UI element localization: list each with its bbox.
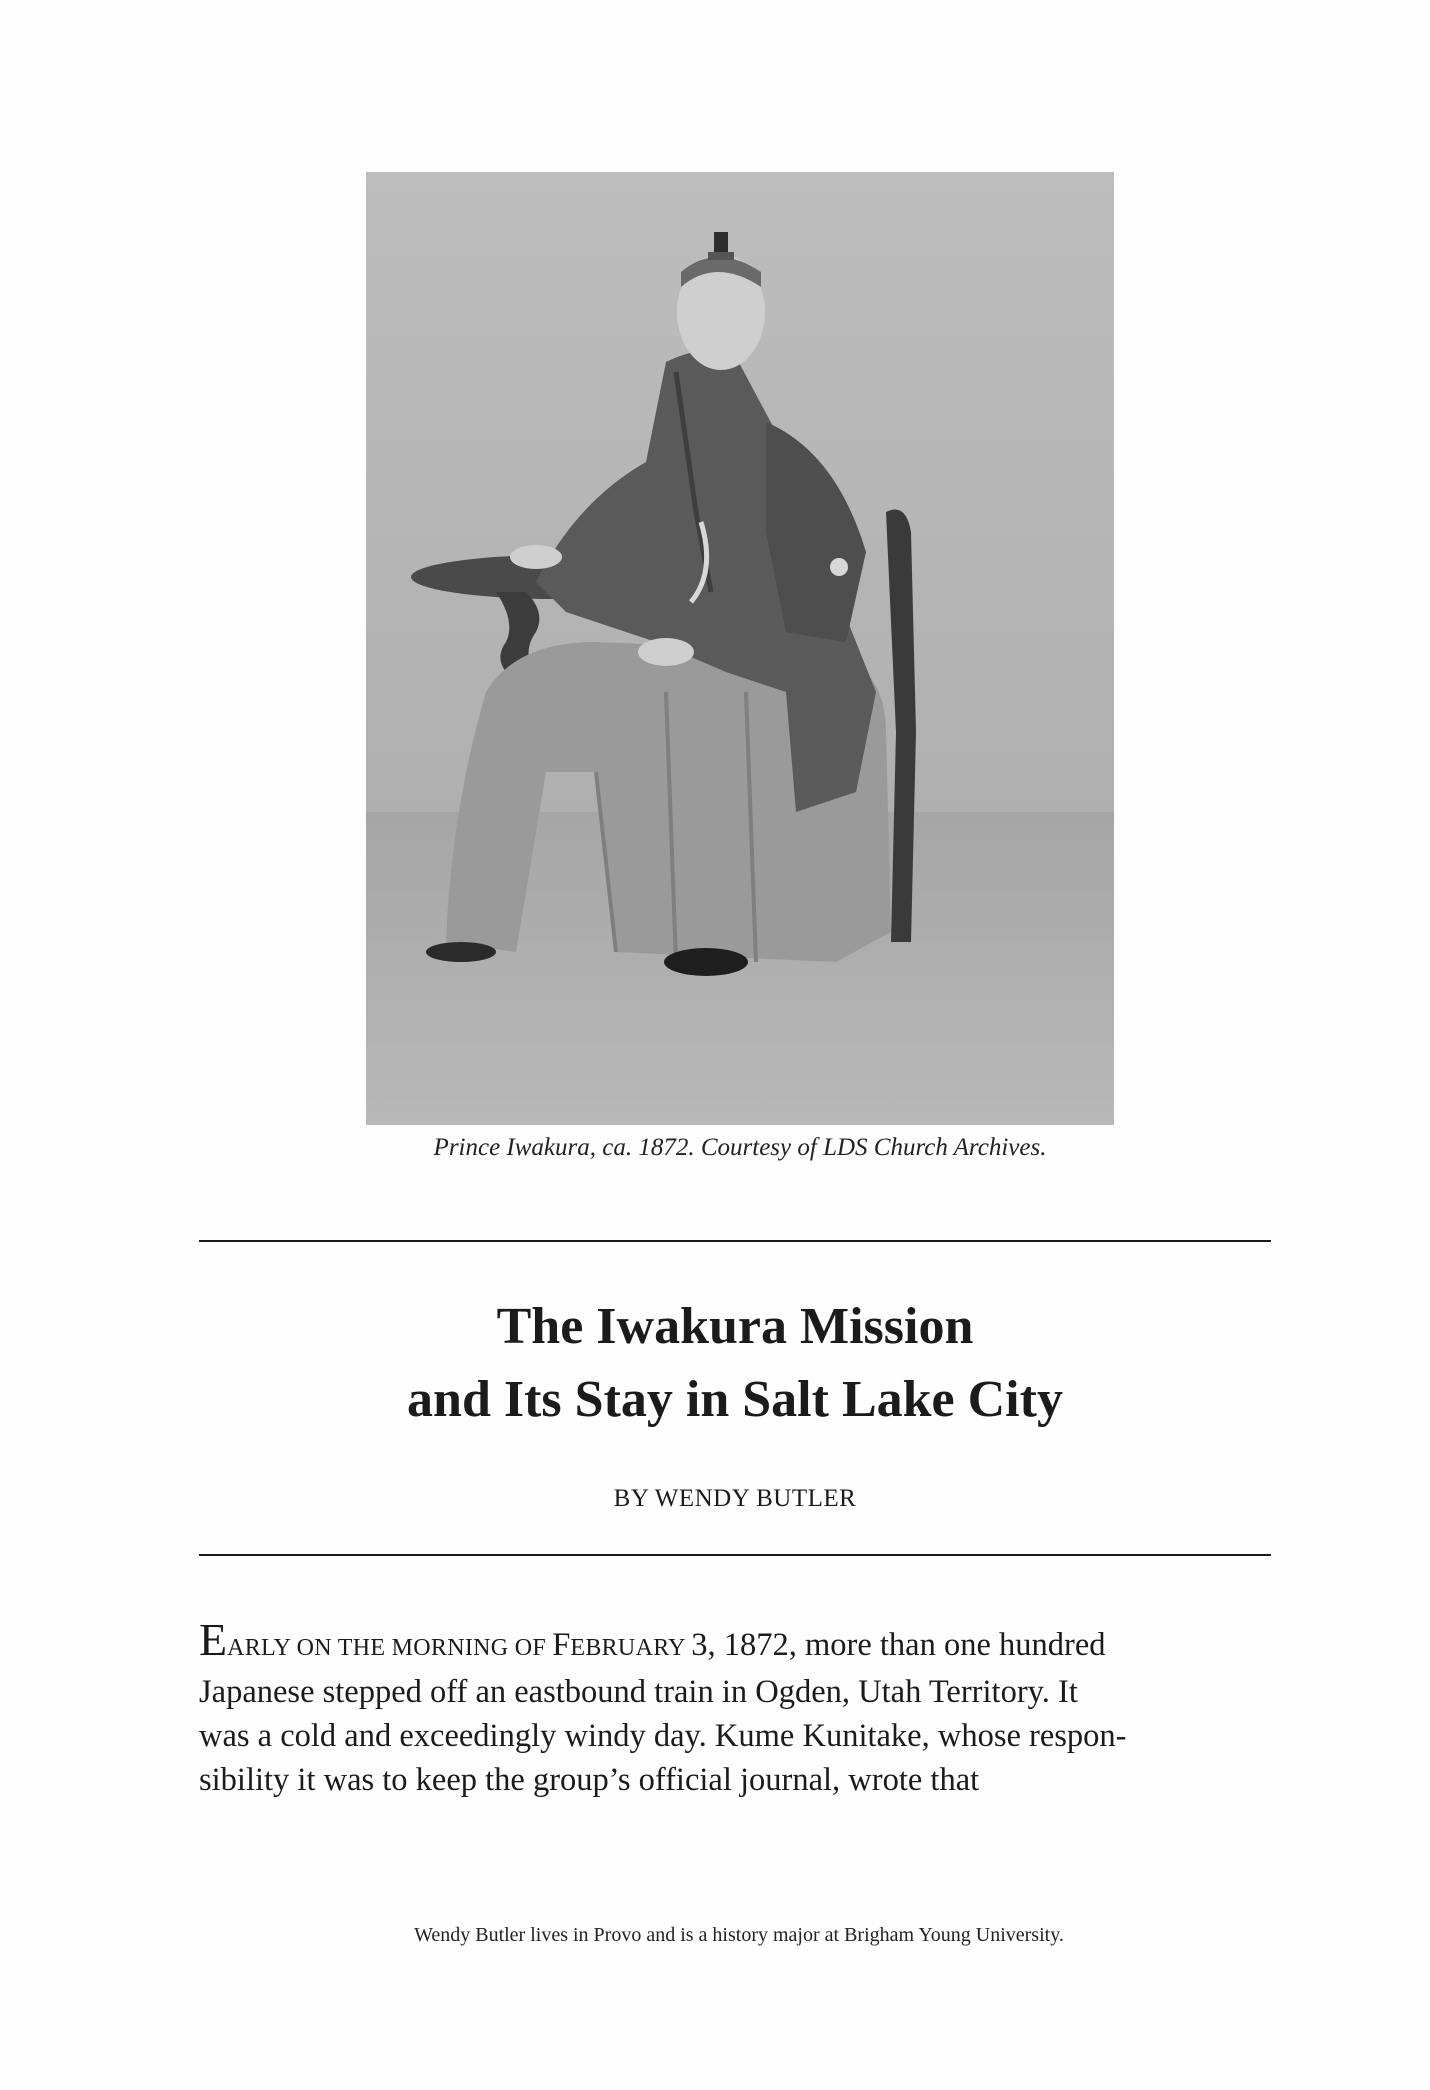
portrait-illustration — [366, 172, 1114, 1125]
title-line-2: and Its Stay in Salt Lake City — [407, 1371, 1063, 1428]
body-line-1-rest: 3, 1872, more than one hundred — [691, 1627, 1106, 1663]
drop-cap: E — [199, 1614, 228, 1665]
body-line-2: Japanese stepped off an eastbound train in Ogden, Utah Territory. It — [199, 1674, 1078, 1710]
byline: BY WENDY BUTLER — [613, 1485, 857, 1512]
bottom-rule — [199, 1554, 1271, 1556]
title-line-1: The Iwakura Mission — [496, 1298, 974, 1355]
body-line-1 — [199, 1614, 1279, 1670]
portrait-photo — [366, 172, 1114, 1125]
month-capital: F — [552, 1627, 571, 1663]
body-line-4: sibility it was to keep the group’s official journal, wrote that — [199, 1762, 980, 1798]
small-caps-opening: ARLY ON THE MORNING OF — [227, 1635, 553, 1661]
top-rule — [199, 1240, 1271, 1242]
body-line-3: was a cold and exceedingly windy day. Kume Kunitake, whose respon- — [199, 1718, 1127, 1754]
article-title — [199, 1290, 1271, 1436]
photo-caption: Prince Iwakura, ca. 1872. Courtesy of LDS Church Archives. — [433, 1134, 1047, 1161]
article-body — [199, 1614, 1279, 1802]
small-caps-month: EBRUARY — [570, 1635, 692, 1661]
author-footnote: Wendy Butler lives in Provo and is a history major at Brigham Young University. — [414, 1924, 1064, 1946]
